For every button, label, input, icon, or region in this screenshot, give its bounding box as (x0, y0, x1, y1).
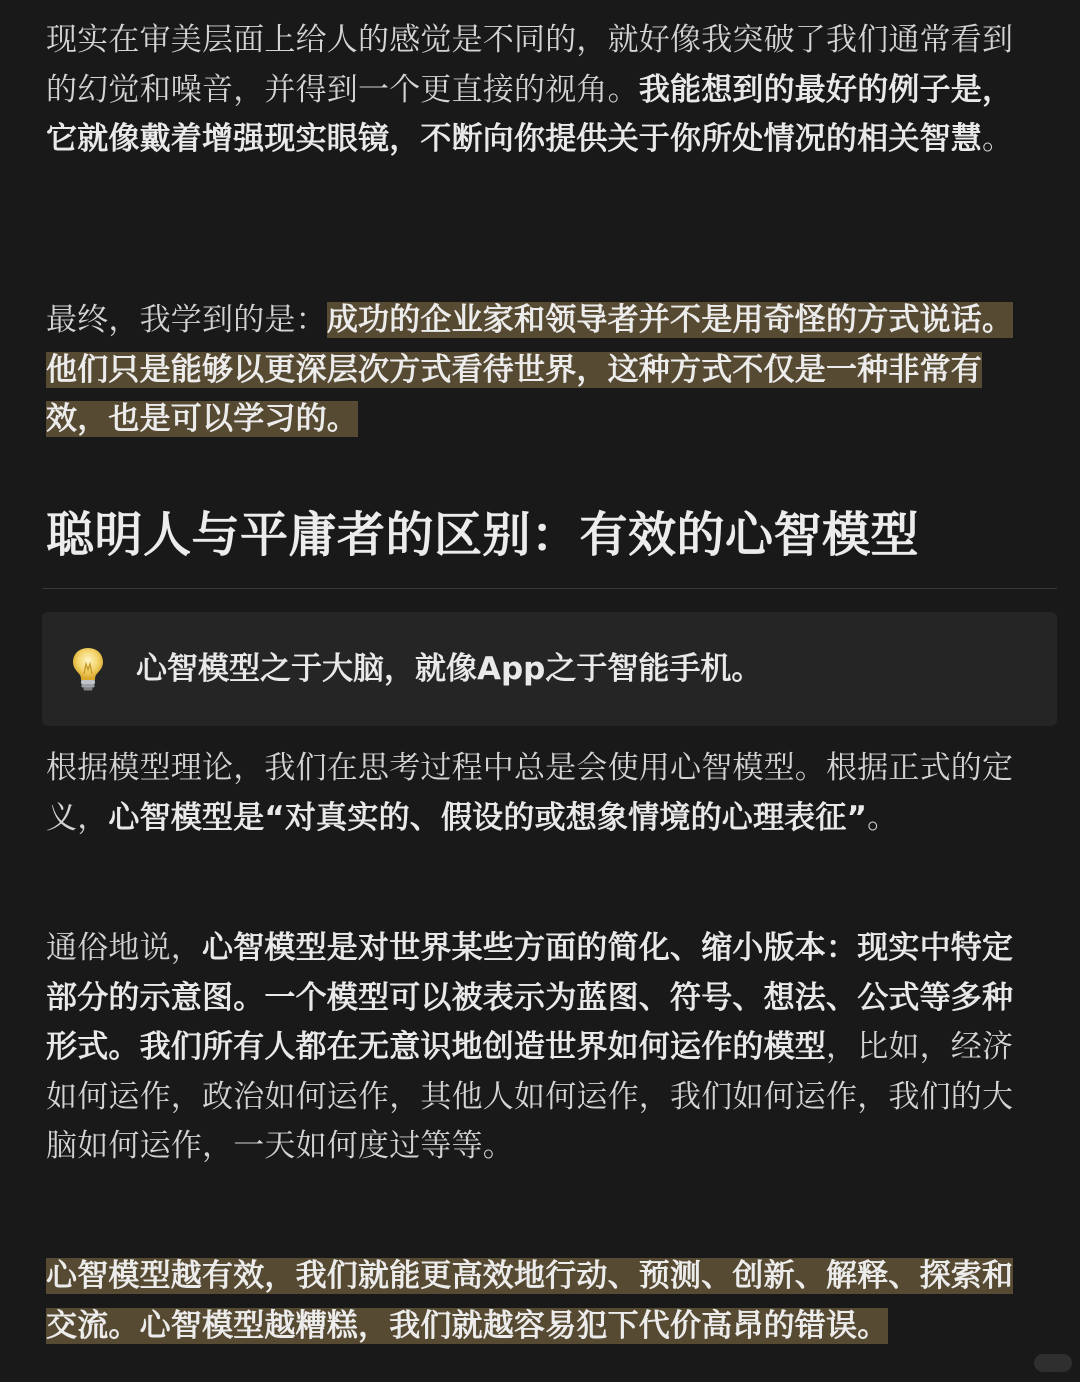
callout-box (42, 612, 1057, 726)
watermark-badge (1034, 1354, 1072, 1372)
highlighted-text: 心智模型越有效，我们就能更高效地行动、预测、创新、解释、探索和交流。心智模型越糟糕，我们就越容易犯下代价高昂的错误。 (46, 1258, 1014, 1344)
paragraph-plain-text: 最终，我学到的是： (46, 302, 327, 338)
paragraph-end-text: ，比如，经济如何运作，政治如何运作，其他人如何运作，我们如何运作，我们的大脑如何运作，一天如何度过等等。 (46, 1029, 1014, 1164)
paragraph-plain-text: 通俗地说， (46, 930, 202, 966)
paragraph-bold-text: 心智模型是对世界某些方面的简化、缩小版本：现实中特定部分的示意图。一个模型可以被表示为蓝图、符号、想法、公式等多种形式。我们所有人都在无意识地创造世界如何运作的模型 (46, 930, 1014, 1065)
callout-text: 心智模型之于大脑，就像App之于智能手机。 (136, 651, 763, 687)
paragraph-bold-text: 心智模型是“对真实的、假设的或想象情境的心理表征” (108, 799, 868, 836)
highlighted-text: 成功的企业家和领导者并不是用奇怪的方式说话。他们只是能够以更深层次方式看待世界，这种方式不仅是一种非常有效，也是可以学习的。 (46, 302, 1014, 437)
lightbulb-icon (70, 646, 106, 692)
paragraph-end-text: 。 (867, 799, 899, 836)
paragraph-plain-text: 根据模型理论，我们在思考过程中总是会使用心智模型。根据正式的定义， (46, 750, 1014, 836)
paragraph-simplified-models (46, 924, 1036, 1172)
section-heading: 聪明人与平庸者的区别：有效的心智模型 (46, 507, 920, 563)
heading-divider (42, 588, 1057, 589)
paragraph-aesthetic-reality (46, 16, 1036, 165)
paragraph-end-text: 。 (982, 121, 1014, 157)
paragraph-plain-text: 现实在审美层面上给人的感觉是不同的，就好像我突破了我们通常看到的幻觉和噪音，并得到一个更直接的视角。 (46, 22, 1014, 108)
paragraph-model-theory (46, 744, 1036, 843)
paragraph-conclusion (46, 296, 1036, 445)
paragraph-effective-models (46, 1252, 1036, 1351)
paragraph-bold-text: 我能想到的最好的例子是，它就像戴着增强现实眼镜，不断向你提供关于你所处情况的相关智慧 (46, 71, 1014, 157)
